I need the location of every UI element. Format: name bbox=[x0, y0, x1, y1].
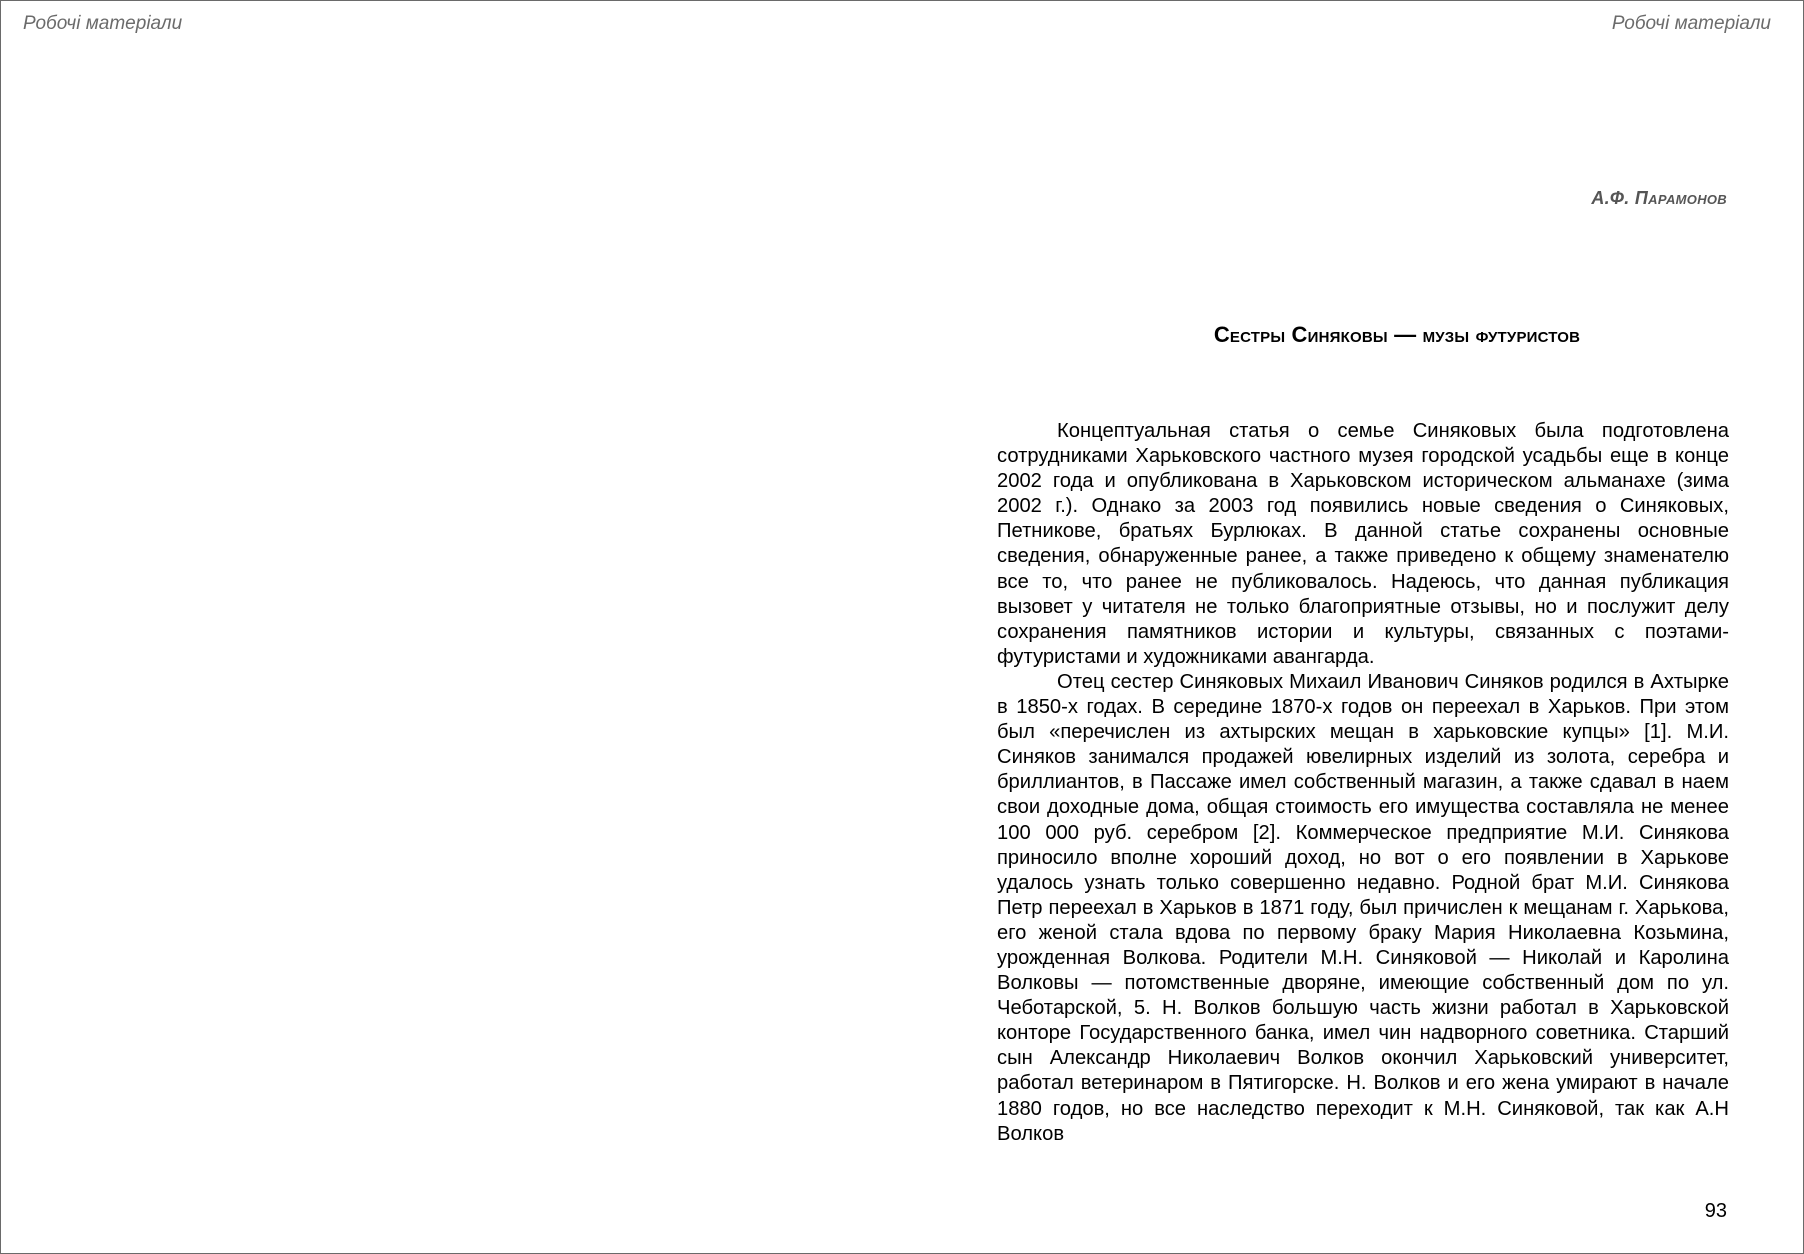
article-title: Сестры Синяковы — музы футуристов bbox=[1213, 322, 1581, 347]
left-page bbox=[1, 1, 905, 1253]
right-page bbox=[905, 1, 1803, 1253]
running-head-right: Робочі матеріали bbox=[1611, 13, 1771, 34]
page-number: 93 bbox=[1704, 1200, 1727, 1222]
paragraph: Отец сестер Синяковых Михаил Иванович Синяков родился в Ахтырке в 1850-х годах. В середине 1870-х годов он переехал в Харьков. При этом был «перечислен из ахтырских мещан в харьковские купцы» [1]. М.И. Синяков занимался продажей ювелирных изделий из золота, серебра и бриллиантов, в Пассаже имел собственный магазин, а также сдавал в наем свои доходные дома, общая стоимость его имущества составляла не менее 100 000 руб. серебром [2]. Коммерческое предприятие М.И. Синякова приносило вполне хороший доход, но вот о его появлении в Харькове удалось узнать только совершенно недавно. Родной брат М.И. Синякова Петр переехал в Харьков в 1871 году, был причислен к мещанам г. Харькова, его женой стала вдова по первому браку Мария Николаевна Козьмина, урожденная Волкова. Родители М.Н. Синяковой — Николай и Каролина Волковы — потомственные дворяне, имеющие собственный дом по ул. Чеботарской, 5. Н. Волков большую часть жизни работал в Харьковской конторе Государственного банка, имел чин надворного советника. Старший сын Александр Николаевич Волков окончил Харьковский университет, работал ветеринаром в Пятигорске. Н. Волков и его жена умирают в начале 1880 годов, но все наследство переходит к М.Н. Синяковой, так как А.Н Волков bbox=[997, 670, 1729, 1145]
paragraph: Концептуальная статья о семье Синяковых была подготовлена сотрудниками Харьковского частного музея городской усадьбы еще в конце 2002 года и опубликована в Харьковском историческом альманахе (зима 2002 г.). Однако за 2003 год появились новые сведения о Синяковых, Петникове, братьях Бурлюках. В данной статье сохранены основные сведения, обнаруженные ранее, а также приведено к общему знаменателю все то, что ранее не публиковалось. Надеюсь, что данная публикация вызовет у читателя не только благоприятные отзывы, но и послужит делу сохранения памятников истории и культуры, связанных с поэтами-футуристами и художниками авангарда. bbox=[997, 420, 1729, 668]
article-body bbox=[997, 419, 1729, 1147]
author-name: А.Ф. Парамонов bbox=[1591, 188, 1727, 208]
running-head-left: Робочі матеріали bbox=[23, 13, 183, 34]
